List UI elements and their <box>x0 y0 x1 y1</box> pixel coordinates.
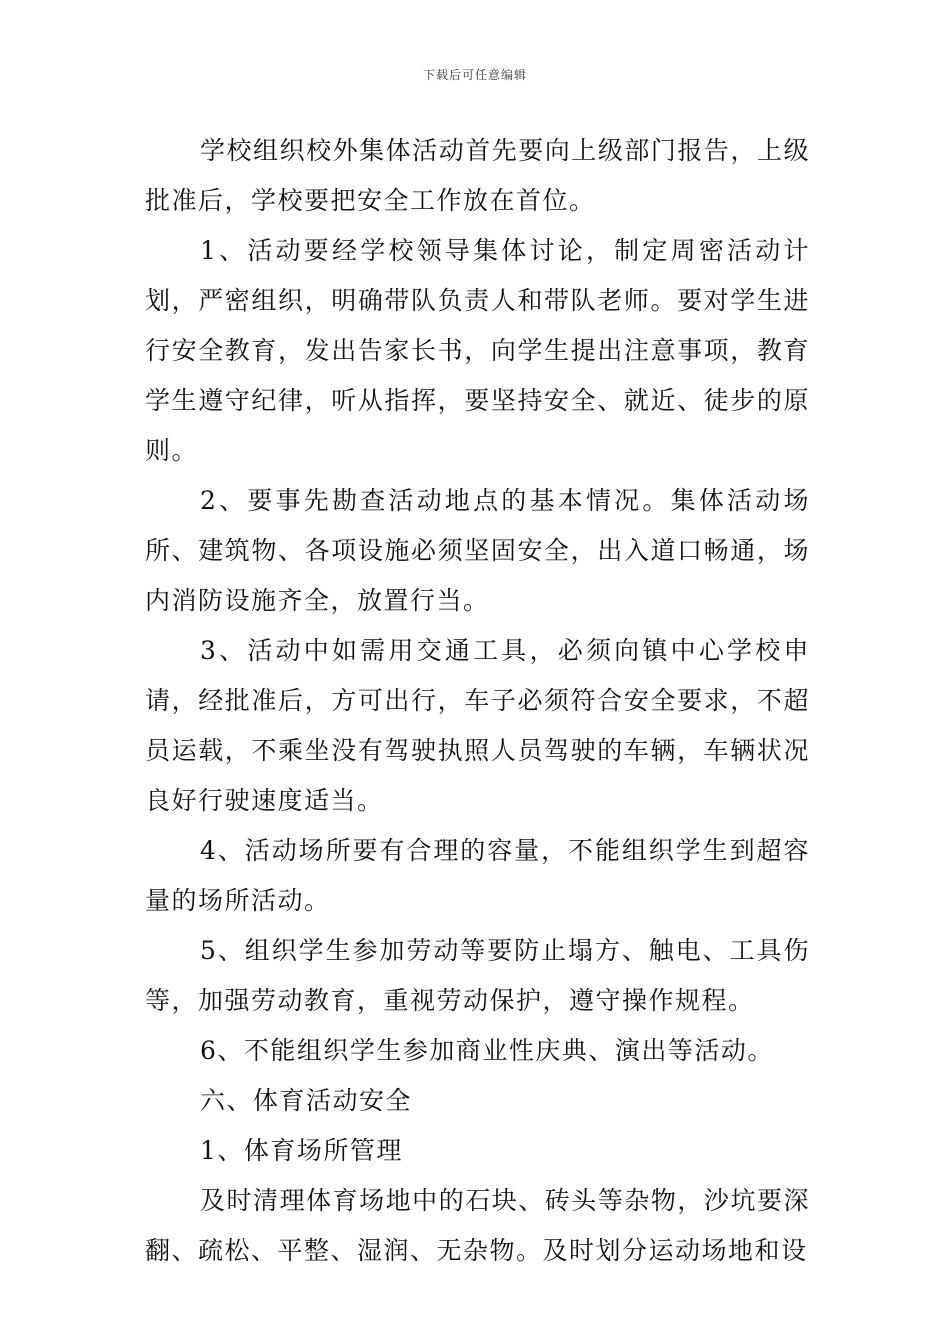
paragraph: 1、活动要经学校领导集体讨论，制定周密活动计划，严密组织，明确带队负责人和带队老师。要对学生进行安全教育，发出告家长书，向学生提出注意事项，教育学生遵守纪律，听从指挥，要坚持安全、就近、徒步的原则。 <box>145 236 810 465</box>
paragraph: 4、活动场所要有合理的容量，不能组织学生到超容量的场所活动。 <box>145 836 810 915</box>
paragraph: 学校组织校外集体活动首先要向上级部门报告，上级批准后，学校要把安全工作放在首位。 <box>145 136 810 215</box>
paragraph: 2、要事先勘查活动地点的基本情况。集体活动场所、建筑物、各项设施必须坚固安全，出入道口畅通，场内消防设施齐全，放置行当。 <box>145 486 810 615</box>
document-body <box>145 126 810 1276</box>
paragraph: 及时清理体育场地中的石块、砖头等杂物，沙坑要深翻、疏松、平整、湿润、无杂物。及时划分运动场地和设 <box>145 1186 810 1265</box>
subsection-heading: 1、体育场所管理 <box>200 1136 403 1165</box>
paragraph: 3、活动中如需用交通工具，必须向镇中心学校申请，经批准后，方可出行，车子必须符合安全要求，不超员运载，不乘坐没有驾驶执照人员驾驶的车辆，车辆状况良好行驶速度适当。 <box>145 636 810 815</box>
paragraph: 6、不能组织学生参加商业性庆典、演出等活动。 <box>200 1036 774 1065</box>
page-header: 下载后可任意编辑 <box>422 68 527 82</box>
paragraph: 5、组织学生参加劳动等要防止塌方、触电、工具伤等，加强劳动教育，重视劳动保护，遵守操作规程。 <box>145 936 810 1015</box>
section-heading: 六、体育活动安全 <box>200 1086 413 1115</box>
